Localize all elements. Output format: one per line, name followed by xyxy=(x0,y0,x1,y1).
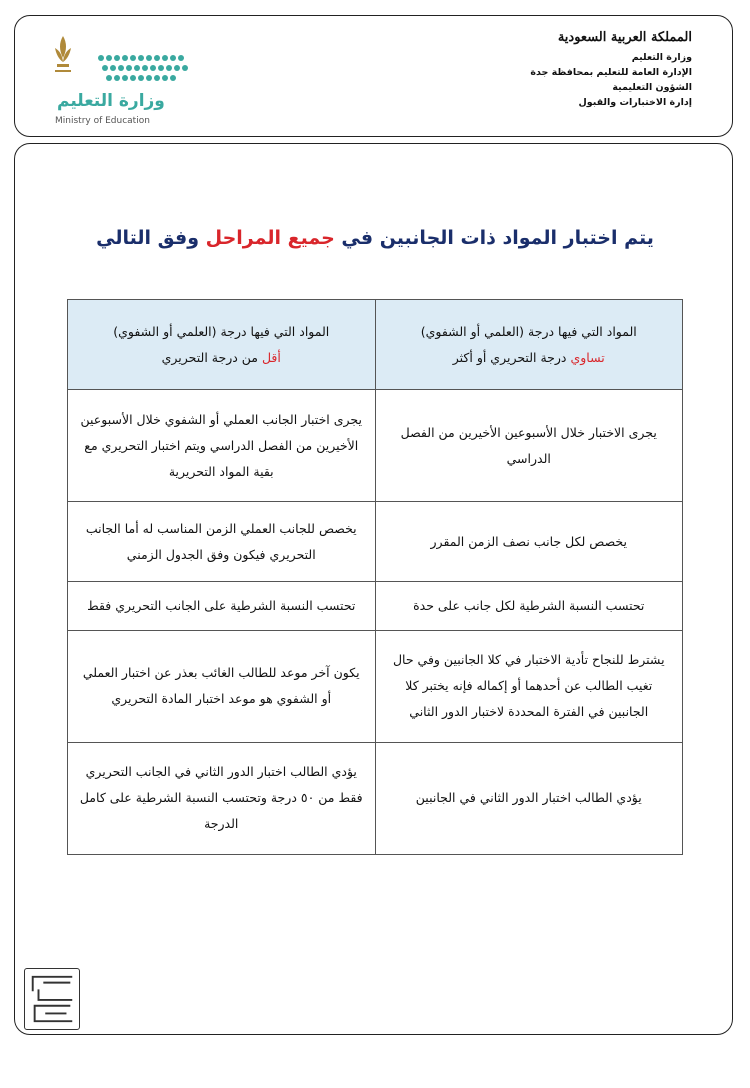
table-cell: يجرى اختبار الجانب العملي أو الشفوي خلال الأسبوعين الأخيرين من الفصل الدراسي ويتم اختبار التحريري مع بقية المواد التحريرية xyxy=(68,390,376,502)
title-highlight: جميع المراحل xyxy=(205,227,335,249)
table-row xyxy=(68,742,683,854)
ministry-logo-icon xyxy=(43,30,203,100)
ministry-name-arabic: وزارة التعليم xyxy=(57,91,165,111)
ministry-logo xyxy=(43,30,203,130)
table-cell: تحتسب النسبة الشرطية على الجانب التحريري فقط xyxy=(68,582,376,630)
table-row xyxy=(68,502,683,582)
table-row xyxy=(68,582,683,630)
exams-stamp-icon xyxy=(25,969,79,1029)
table-cell: يجرى الاختبار خلال الأسبوعين الأخيرين من الفصل الدراسي xyxy=(375,390,683,502)
header-equal-or-more: المواد التي فيها درجة (العلمي أو الشفوي) تساوي درجة التحريري أو أكثر xyxy=(375,300,683,390)
header-less: المواد التي فيها درجة (العلمي أو الشفوي) أقل من درجة التحريري xyxy=(68,300,376,390)
page-title xyxy=(0,227,750,249)
table-row xyxy=(68,390,683,502)
table-cell: يكون آخر موعد للطالب الغائب بعذر عن اختبار العملي أو الشفوي هو موعد اختبار المادة التحريري xyxy=(68,630,376,742)
header-highlight-less: أقل xyxy=(261,349,281,365)
header-highlight-equal: تساوي xyxy=(570,349,605,365)
subjects-table xyxy=(67,299,683,855)
table-cell: تحتسب النسبة الشرطية لكل جانب على حدة xyxy=(375,582,683,630)
government-block xyxy=(482,30,692,110)
header-frame xyxy=(14,15,733,137)
exams-department-stamp xyxy=(24,968,80,1030)
ministry-name-english: Ministry of Education xyxy=(55,116,150,126)
table-cell: يشترط للنجاح تأدية الاختبار في كلا الجانبين وفي حال تغيب الطالب عن أحدهما أو إكماله فإنه يختبر كلا الجانبين في الفترة المحددة لاختبار الدور الثاني xyxy=(375,630,683,742)
department-line: إدارة الاختبارات والقبول xyxy=(578,97,692,108)
title-part-2: وفق التالي xyxy=(96,227,206,249)
affairs-line: الشؤون التعليمية xyxy=(612,82,692,93)
kingdom-name: المملكة العربية السعودية xyxy=(557,30,692,45)
table-cell: يخصص لكل جانب نصف الزمن المقرر xyxy=(375,502,683,582)
table-cell: يؤدي الطالب اختبار الدور الثاني في الجانب التحريري فقط من ٥٠ درجة وتحتسب النسبة الشرطية على كامل الدرجة xyxy=(68,742,376,854)
table-cell: يخصص للجانب العملي الزمن المناسب له أما الجانب التحريري فيكون وفق الجدول الزمني xyxy=(68,502,376,582)
directorate-line: الإدارة العامة للتعليم بمحافظة جدة xyxy=(530,67,692,78)
ministry-line: وزارة التعليم xyxy=(631,52,692,63)
table-cell: يؤدي الطالب اختبار الدور الثاني في الجانبين xyxy=(375,742,683,854)
table-row xyxy=(68,630,683,742)
title-part-1: يتم اختبار المواد ذات الجانبين في xyxy=(334,227,654,249)
table-header-row xyxy=(68,300,683,390)
